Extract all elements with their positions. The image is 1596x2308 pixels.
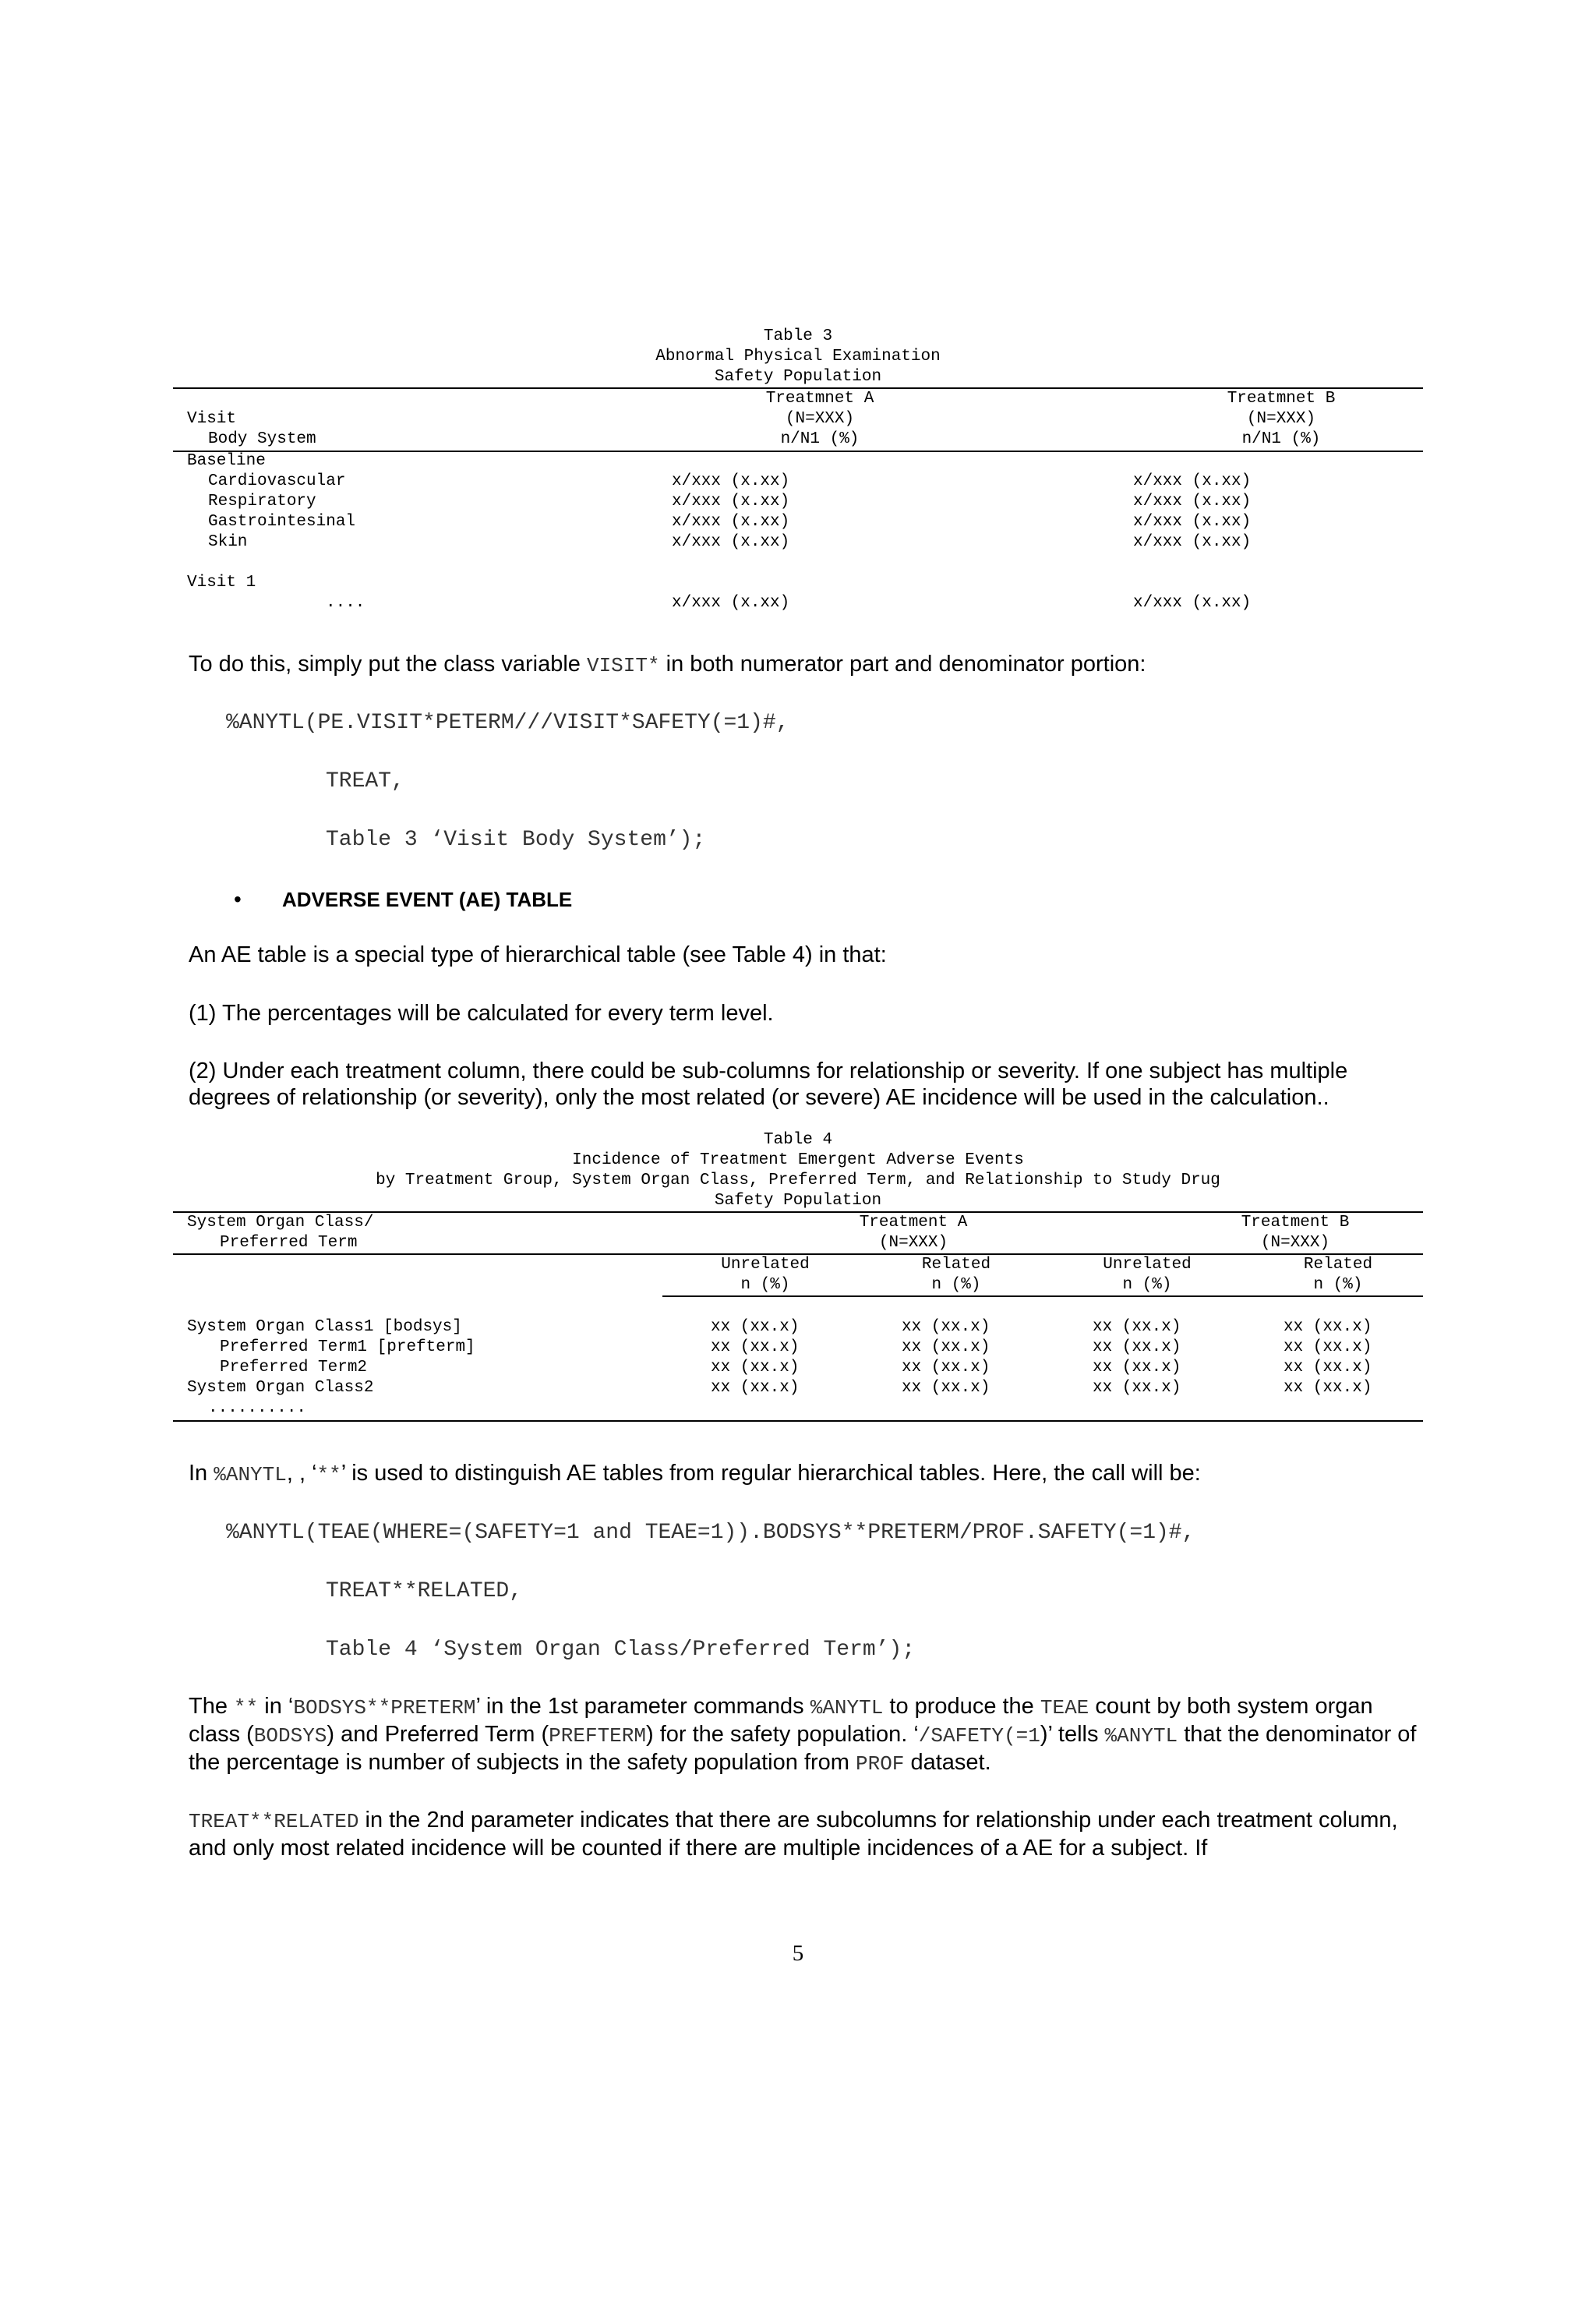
table-4-cell: xx (xx.x) [1284, 1318, 1372, 1336]
inline-code: PREFTERM [549, 1724, 646, 1748]
inline-code: %ANYTL [1104, 1724, 1178, 1748]
table-3-row-label: Skin [208, 533, 248, 551]
inline-code: PROF [856, 1752, 905, 1776]
table-3-row-header-visit: Visit [187, 410, 237, 428]
table-3-row-label: Respiratory [208, 493, 316, 511]
page-number: 5 [792, 1941, 804, 1966]
table-4-title: Table 4 [763, 1131, 833, 1149]
text: , , ‘ [286, 1461, 317, 1486]
paragraph-treat-related [189, 1807, 1420, 1861]
table-4-cell: xx (xx.x) [902, 1318, 990, 1336]
table-4-cell: xx (xx.x) [1093, 1379, 1181, 1397]
paragraph-bodsys-preterm [189, 1693, 1420, 1777]
inline-code: BODSYS [253, 1724, 327, 1748]
inline-code: /SAFETY(=1 [918, 1724, 1040, 1748]
table-4-row-label: Preferred Term1 [prefterm] [220, 1338, 475, 1356]
inline-code: TREAT**RELATED [189, 1810, 359, 1833]
table-3-col-a-stat: n/N1 (%) [780, 430, 860, 448]
table-4-sub-related-b: Related [1303, 1256, 1373, 1274]
text: ’ in the 1st parameter commands [475, 1694, 810, 1719]
table-4-subheader-rule [662, 1295, 1423, 1297]
table-4-sub-stat: n (%) [740, 1276, 790, 1294]
text: ’ is used to distinguish AE tables from regular hierarchical tables. Here, the call will be: [341, 1461, 1201, 1486]
table-3-row-label: Visit 1 [187, 574, 256, 592]
table-4-cell: xx (xx.x) [1284, 1359, 1372, 1377]
table-3-row-label: Baseline [187, 452, 266, 470]
table-3-col-b-n: (N=XXX) [1246, 410, 1316, 428]
paragraph-visit-class [189, 651, 1420, 679]
text: that the denominator of the percentage is number of subjects in the safety population from [189, 1722, 1417, 1775]
inline-code: ** [316, 1463, 341, 1486]
table-4-subtitle-2: by Treatment Group, System Organ Class, Preferred Term, and Relationship to Study Drug [376, 1172, 1220, 1189]
table-4-group-b-name: Treatment B [1241, 1214, 1350, 1232]
table-4-subtitle: Incidence of Treatment Emergent Adverse Events [572, 1151, 1024, 1169]
table-4-sub-stat: n (%) [931, 1276, 981, 1294]
table-4-cell: xx (xx.x) [1284, 1338, 1372, 1356]
paragraph-anytl-ae [189, 1460, 1420, 1488]
text: in ‘ [258, 1694, 294, 1719]
code-line: Table 4 ‘System Organ Class/Preferred Term’); [326, 1638, 916, 1662]
text: )’ tells [1040, 1722, 1105, 1747]
inline-code: %ANYTL [214, 1463, 287, 1486]
table-4-cell: xx (xx.x) [711, 1379, 800, 1397]
inline-code: VISIT* [586, 654, 660, 677]
table-4-bottom-rule [173, 1420, 1423, 1422]
table-3-cell: x/xxx (x.xx) [1133, 594, 1252, 612]
table-4-row-label: Preferred Term2 [220, 1359, 368, 1377]
table-4-cell: xx (xx.x) [1093, 1359, 1181, 1377]
table-4-sub-stat: n (%) [1122, 1276, 1172, 1294]
inline-code: TEAE [1040, 1696, 1089, 1720]
table-4-cell: xx (xx.x) [711, 1338, 800, 1356]
table-3-cell: x/xxx (x.xx) [1133, 493, 1252, 511]
table-4-row-label: System Organ Class2 [187, 1379, 374, 1397]
table-4-cell: xx (xx.x) [902, 1379, 990, 1397]
table-3-row-label: Cardiovascular [208, 472, 346, 490]
table-3 [173, 326, 1423, 622]
table-3-cell: x/xxx (x.xx) [672, 493, 790, 511]
text: In [189, 1461, 214, 1486]
table-3-cell: x/xxx (x.xx) [1133, 533, 1252, 551]
table-4-row-label: System Organ Class1 [bodsys] [187, 1318, 462, 1336]
table-3-row-label: .... [326, 594, 365, 612]
table-4-group-a-name: Treatment A [859, 1214, 968, 1232]
inline-code: BODSYS**PRETERM [293, 1696, 476, 1720]
table-4-row-label: .......... [208, 1399, 307, 1417]
text: The [189, 1694, 235, 1719]
table-4-cell: xx (xx.x) [711, 1359, 800, 1377]
table-4-group-a-n: (N=XXX) [878, 1234, 948, 1252]
code-line: Table 3 ‘Visit Body System’); [326, 828, 706, 852]
table-3-col-b-name: Treatmnet B [1227, 390, 1336, 408]
table-3-cell: x/xxx (x.xx) [672, 533, 790, 551]
table-4-sub-stat: n (%) [1313, 1276, 1363, 1294]
table-3-row-label: Gastrointesinal [208, 513, 356, 531]
table-4-row-header-1: System Organ Class/ [187, 1214, 374, 1232]
table-4-cell: xx (xx.x) [902, 1359, 990, 1377]
table-4-cell: xx (xx.x) [711, 1318, 800, 1336]
table-4-population: Safety Population [714, 1192, 882, 1210]
text: ) and Preferred Term ( [327, 1722, 549, 1747]
text: ) for the safety population. ‘ [645, 1722, 919, 1747]
table-4-sub-unrelated-b: Unrelated [1103, 1256, 1192, 1274]
table-4-group-b-n: (N=XXX) [1260, 1234, 1330, 1252]
table-4-cell: xx (xx.x) [1093, 1338, 1181, 1356]
text: to produce the [883, 1694, 1040, 1719]
code-line: TREAT, [326, 769, 404, 793]
table-3-subtitle: Abnormal Physical Examination [655, 348, 941, 366]
table-4-sub-unrelated-a: Unrelated [721, 1256, 810, 1274]
table-4-row-header-2: Preferred Term [220, 1234, 358, 1252]
paragraph-point-1: (1) The percentages will be calculated for every term level. [189, 1001, 774, 1026]
code-line: %ANYTL(TEAE(WHERE=(SAFETY=1 and TEAE=1)).BODSYS**PRETERM/PROF.SAFETY(=1)#, [226, 1521, 1195, 1545]
text: in both numerator part and denominator portion: [659, 652, 1146, 677]
table-4-sub-related-a: Related [921, 1256, 991, 1274]
section-heading: ADVERSE EVENT (AE) TABLE [282, 888, 573, 911]
table-3-col-a-name: Treatmnet A [765, 390, 874, 408]
table-3-cell: x/xxx (x.xx) [1133, 472, 1252, 490]
table-3-cell: x/xxx (x.xx) [672, 594, 790, 612]
paragraph-point-2: (2) Under each treatment column, there could be sub-columns for relationship or severity. If one subject has multiple degrees of relationship (or severity), only the most related (or severe) AE incidence will be used in the calculation.. [189, 1059, 1348, 1110]
table-3-cell: x/xxx (x.xx) [672, 472, 790, 490]
table-3-title: Table 3 [763, 327, 833, 345]
code-line: TREAT**RELATED, [326, 1579, 523, 1603]
table-3-header-rule [173, 451, 1423, 452]
bullet-icon: • [234, 887, 242, 911]
table-4-cell: xx (xx.x) [902, 1338, 990, 1356]
table-3-col-a-n: (N=XXX) [785, 410, 855, 428]
table-4 [173, 1129, 1423, 1426]
paragraph-ae-intro: An AE table is a special type of hierarchical table (see Table 4) in that: [189, 942, 887, 967]
table-3-cell: x/xxx (x.xx) [672, 513, 790, 531]
table-3-cell: x/xxx (x.xx) [1133, 513, 1252, 531]
code-line: %ANYTL(PE.VISIT*PETERM///VISIT*SAFETY(=1)#, [226, 711, 789, 735]
text: in the 2nd parameter indicates that there are subcolumns for relationship under each treatment column, and only most related incidence will be counted if there are multiple incidences of a AE for a subject. If [189, 1808, 1398, 1861]
table-3-population: Safety Population [714, 368, 882, 386]
inline-code: %ANYTL [810, 1696, 884, 1720]
inline-code: ** [234, 1696, 259, 1720]
table-3-col-b-stat: n/N1 (%) [1241, 430, 1321, 448]
table-4-cell: xx (xx.x) [1093, 1318, 1181, 1336]
table-4-cell: xx (xx.x) [1284, 1379, 1372, 1397]
table-3-row-header-body-system: Body System [208, 430, 316, 448]
text: count by both system organ class ( [189, 1694, 1373, 1747]
text: dataset. [904, 1750, 991, 1775]
text: To do this, simply put the class variable [189, 652, 587, 677]
